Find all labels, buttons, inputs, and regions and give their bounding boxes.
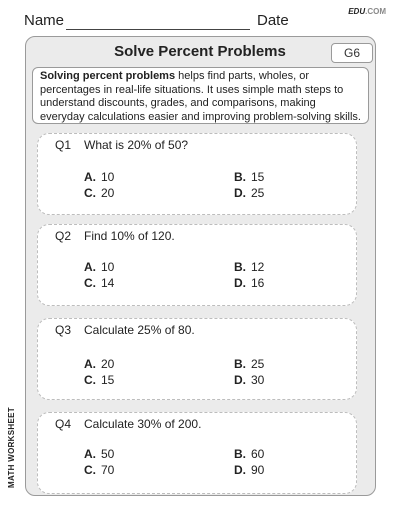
option-value: 15 bbox=[251, 170, 265, 184]
question-text: What is 20% of 50? bbox=[84, 138, 189, 152]
option-d[interactable] bbox=[234, 186, 264, 200]
question-card-q1 bbox=[37, 133, 357, 215]
question-text: Find 10% of 120. bbox=[84, 229, 175, 243]
option-value: 60 bbox=[251, 447, 265, 461]
grade-badge: G6 bbox=[331, 43, 373, 63]
brand-name: EDU bbox=[348, 7, 366, 16]
name-field[interactable] bbox=[24, 12, 64, 29]
question-text: Calculate 30% of 200. bbox=[84, 417, 202, 431]
intro-bold-text: Solving percent problems bbox=[40, 70, 176, 82]
option-letter: D. bbox=[234, 276, 246, 290]
option-letter: B. bbox=[234, 170, 246, 184]
option-a[interactable] bbox=[84, 357, 114, 371]
option-value: 20 bbox=[101, 357, 115, 371]
date-label: Date bbox=[257, 12, 289, 29]
option-letter: A. bbox=[84, 447, 96, 461]
option-value: 10 bbox=[101, 260, 115, 274]
option-value: 14 bbox=[101, 276, 115, 290]
question-text: Calculate 25% of 80. bbox=[84, 323, 195, 337]
intro-box bbox=[32, 67, 369, 124]
option-b[interactable] bbox=[234, 260, 264, 274]
option-letter: B. bbox=[234, 357, 246, 371]
option-c[interactable] bbox=[84, 463, 114, 477]
option-value: 20 bbox=[101, 186, 115, 200]
option-value: 90 bbox=[251, 463, 265, 477]
question-number: Q4 bbox=[55, 417, 72, 431]
option-c[interactable] bbox=[84, 373, 114, 387]
option-d[interactable] bbox=[234, 373, 264, 387]
option-b[interactable] bbox=[234, 357, 264, 371]
worksheet-title: Solve Percent Problems bbox=[114, 43, 286, 60]
option-letter: C. bbox=[84, 276, 96, 290]
brand-suffix: .COM bbox=[365, 7, 386, 16]
question-number: Q1 bbox=[55, 138, 72, 152]
question-card-q2 bbox=[37, 224, 357, 306]
option-value: 50 bbox=[101, 447, 115, 461]
option-value: 30 bbox=[251, 373, 265, 387]
option-a[interactable] bbox=[84, 170, 114, 184]
question-number: Q3 bbox=[55, 323, 72, 337]
option-value: 12 bbox=[251, 260, 265, 274]
option-d[interactable] bbox=[234, 276, 264, 290]
option-a[interactable] bbox=[84, 260, 114, 274]
option-value: 15 bbox=[101, 373, 115, 387]
option-letter: C. bbox=[84, 186, 96, 200]
option-b[interactable] bbox=[234, 447, 264, 461]
option-letter: C. bbox=[84, 463, 96, 477]
intro-text: helps find parts, wholes, or percentages in real-life situations. It uses simple math steps to understand discounts, grades, and comparisons, making everyday calculations easier and improving problem-solving skills. bbox=[40, 70, 361, 123]
question-number: Q2 bbox=[55, 229, 72, 243]
option-letter: A. bbox=[84, 260, 96, 274]
option-letter: C. bbox=[84, 373, 96, 387]
option-letter: D. bbox=[234, 373, 246, 387]
name-label: Name bbox=[24, 12, 65, 29]
option-value: 10 bbox=[101, 170, 115, 184]
option-value: 16 bbox=[251, 276, 265, 290]
option-c[interactable] bbox=[84, 276, 114, 290]
option-a[interactable] bbox=[84, 447, 114, 461]
option-b[interactable] bbox=[234, 170, 264, 184]
option-letter: A. bbox=[84, 170, 96, 184]
option-letter: D. bbox=[234, 463, 246, 477]
option-value: 70 bbox=[101, 463, 115, 477]
option-letter: B. bbox=[234, 260, 246, 274]
option-value: 25 bbox=[251, 357, 265, 371]
option-letter: D. bbox=[234, 186, 246, 200]
side-label: MATH WORKSHEET bbox=[7, 407, 16, 488]
option-letter: B. bbox=[234, 447, 246, 461]
date-field[interactable] bbox=[257, 12, 289, 29]
option-d[interactable] bbox=[234, 463, 264, 477]
name-underline bbox=[66, 29, 250, 30]
brand-logo bbox=[348, 7, 386, 16]
question-card-q3 bbox=[37, 318, 357, 400]
option-c[interactable] bbox=[84, 186, 114, 200]
option-value: 25 bbox=[251, 186, 265, 200]
question-card-q4 bbox=[37, 412, 357, 494]
option-letter: A. bbox=[84, 357, 96, 371]
